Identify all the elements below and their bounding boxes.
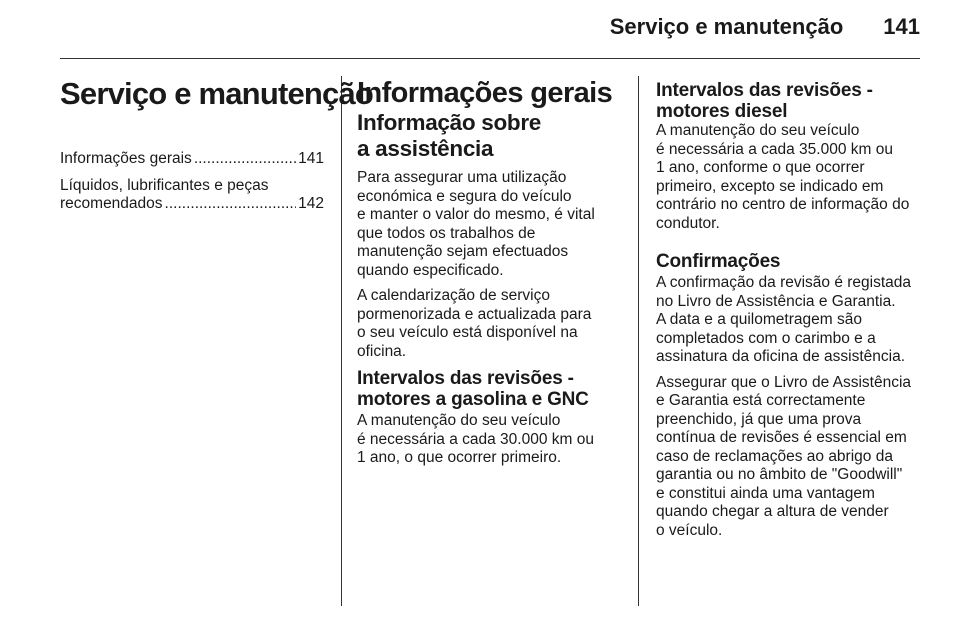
toc-entry-text-line1: Líquidos, lubrificantes e peças	[60, 176, 269, 194]
petrol-intervals-text: A manutenção do seu veículo é necessária a cada 30.000 km ou 1 ano, o que ocorrer primeiro.	[357, 412, 594, 466]
header-rule	[60, 58, 920, 59]
toc-entry-page: 142	[298, 195, 324, 212]
toc-entry-page: 141	[298, 150, 324, 167]
section-title: Informações gerais	[357, 77, 613, 109]
column-chapter-intro	[60, 76, 374, 222]
body-paragraph: Assegurar que o Livro de Assistência e Garantia está correctamente preenchido, já que uma prova contínua de revisões é essencial em caso de reclamações ao abrigo da garantia ou no âmbito de "Goodwill" e constitui ainda uma vantagem quando chegar a altura de vender o veículo.	[656, 373, 912, 539]
column-general-info	[357, 76, 623, 468]
header-title: Serviço e manutenção	[609, 14, 844, 39]
page-number: 141	[883, 14, 920, 39]
diesel-intervals-heading: Intervalos das revisões - motores diesel	[656, 80, 873, 122]
toc-leader-dots	[165, 195, 297, 214]
column-diesel-confirmations	[656, 76, 924, 540]
body-paragraph: A calendarização de serviço pormenorizada e actualizada para o seu veículo está disponível na oficina.	[357, 287, 592, 360]
table-of-contents	[60, 150, 324, 214]
confirmations-heading: Confirmações	[656, 251, 781, 272]
toc-entry-text: recomendados	[60, 195, 163, 212]
body-paragraph: Para assegurar uma utilização económica e segura do veículo e manter o valor do mesmo, é vital que todos os trabalhos de manutenção sejam efectuados quando especificado.	[357, 169, 595, 279]
subsection-title: Informação sobre a assistência	[357, 110, 542, 161]
toc-entry-fluids[interactable]	[60, 177, 324, 214]
toc-entry-general-info[interactable]	[60, 150, 324, 169]
diesel-intervals-text: A manutenção do seu veículo é necessária a cada 35.000 km ou 1 ano, conforme o que ocorrer primeiro, excepto se indicado em contrário no centro de informação do condutor.	[656, 122, 910, 232]
column-divider-1	[341, 76, 342, 606]
toc-entry-text: Informações gerais	[60, 150, 192, 167]
chapter-title: Serviço e manutenção	[60, 76, 374, 111]
petrol-intervals-heading: Intervalos das revisões - motores a gasolina e GNC	[357, 368, 589, 410]
running-header	[610, 14, 920, 40]
column-divider-2	[638, 76, 639, 606]
toc-leader-dots	[194, 150, 296, 169]
body-paragraph: A confirmação da revisão é registada no Livro de Assistência e Garantia. A data e a quilometragem são completados com o carimbo e a assinatura da oficina de assistência.	[656, 274, 912, 365]
